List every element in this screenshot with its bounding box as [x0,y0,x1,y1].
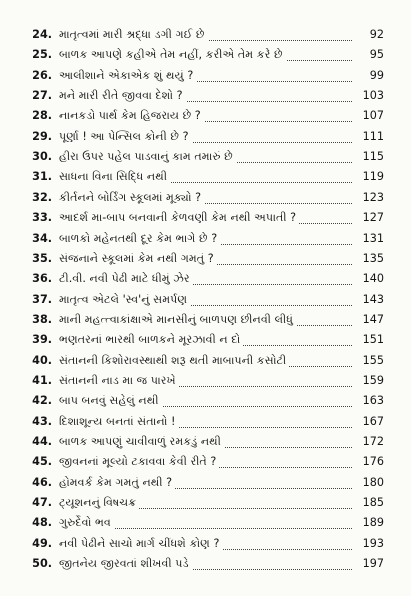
entry-page-number: 193 [352,536,384,552]
entry-page-number: 123 [352,190,384,206]
entry-page-number: 92 [352,27,384,43]
entry-number: 26. [32,68,52,82]
entry-title: હોમવર્ક કેમ ગમતું નથી ? [59,476,175,489]
entry-title: જીવનનાં મૂલ્યો ટકાવવા કેવી રીતે ? [59,455,219,468]
toc-entry [28,434,384,450]
entry-number: 25. [32,48,52,62]
toc-entry [28,88,384,104]
entry-page-number: 111 [352,129,384,145]
entry-title: માની મહત્ત્વાકાંક્ષાએ માનસીનું બાળપણ છીનવી લીધું [59,313,296,326]
toc-entry [28,556,384,572]
entry-number: 49. [32,536,52,550]
entry-title: આલીશાને એકાએક શું થયું ? [59,69,196,82]
entry-title: હીરા ઉપર પહેલ પાડવાનું કામ તમારું છે [59,150,236,163]
toc-entry [28,27,384,43]
entry-page-number: 159 [352,373,384,389]
entry-number: 29. [32,129,52,143]
entry-number: 39. [32,333,52,347]
entry-page-number: 189 [352,515,384,531]
entry-title: સંતાનની નાડ મા જ પારખે [59,374,179,387]
entry-title: ગુરુર્દેવો ભવ [59,516,114,529]
entry-number: 27. [32,89,52,103]
entry-title: દિશાશૂન્ય બનતાં સંતાનો ! [59,415,179,428]
entry-page-number: 95 [352,47,384,63]
entry-page-number: 151 [352,332,384,348]
entry-number: 50. [32,557,52,571]
entry-title: નવી પેઢીને સાચો માર્ગ ચીંધશે કોણ ? [59,537,222,550]
entry-title: માતૃત્વમાં મારી શ્રદ્ધા ડગી ગઈ છે [59,28,208,41]
entry-page-number: 197 [352,556,384,572]
entry-page-number: 155 [352,353,384,369]
toc-entry [28,169,384,185]
entry-title: માતૃત્વ એટલે 'સ્વ'નું સમર્પણ [59,293,190,306]
entry-number: 24. [32,28,52,41]
entry-number: 30. [32,150,52,164]
entry-title: બાળક આપણે કહીએ તેમ નહીં, કરીએ તેમ કરે છે [59,48,286,61]
entry-page-number: 135 [352,251,384,267]
entry-title: મને મારી રીતે જીવવા દેશો ? [59,89,186,102]
entry-title: જીતનેય જીરવતાં શીખવી પડે [59,557,192,570]
toc-entry [28,536,384,552]
entry-number: 38. [32,312,52,326]
entry-page-number: 185 [352,495,384,511]
entry-title: સાધના વિના સિદ્ધિ નથી [59,170,170,183]
entry-title: કીર્તનને બોર્ડિંગ સ્કૂલમાં મૂક્યો ? [59,191,204,204]
toc-entry [28,251,384,267]
entry-title: પૂર્ણા ! આ પેન્સિલ કોની છે ? [59,130,192,143]
entry-page-number: 99 [352,68,384,84]
entry-number: 31. [32,170,52,184]
entry-page-number: 131 [352,231,384,247]
entry-title: નાનકડો પાર્થ કેમ હિજરાય છે ? [59,109,204,122]
toc-entry [28,312,384,328]
entry-page-number: 167 [352,414,384,430]
entry-title: બાપ બનવું સહેલું નથી [59,394,162,407]
entry-title: બાળક આપણું ચાવીવાળું રમકડું નથી [59,435,224,448]
entry-page-number: 163 [352,393,384,409]
entry-page-number: 115 [352,149,384,165]
toc-entry [28,190,384,206]
toc-entry [28,353,384,369]
entry-number: 34. [32,231,52,245]
entry-number: 45. [32,455,52,469]
entry-number: 47. [32,496,52,510]
entry-number: 35. [32,251,52,265]
toc-entry [28,332,384,348]
entry-page-number: 107 [352,108,384,124]
entry-number: 40. [32,353,52,367]
entry-number: 48. [32,516,52,530]
entry-page-number: 176 [352,454,384,470]
entry-page-number: 119 [352,169,384,185]
toc-entry [28,475,384,491]
entry-page-number: 147 [352,312,384,328]
toc-entry [28,149,384,165]
entry-number: 43. [32,414,52,428]
entry-number: 36. [32,272,52,286]
entry-number: 42. [32,394,52,408]
toc-entry [28,47,384,63]
entry-page-number: 172 [352,434,384,450]
toc-entry [28,108,384,124]
entry-title: ભણતરનાં ભારથી બાળકને મૂરઝાવી ન દો [59,333,243,346]
entry-title: બાળકો મહેનતથી દૂર કેમ ભાગે છે ? [59,232,220,245]
entry-title: સંતાનની કિશોરાવસ્થાથી શરૂ થતી માબાપની કસોટી [59,354,289,367]
toc-entry [28,292,384,308]
entry-number: 32. [32,190,52,204]
toc-entry [28,414,384,430]
entry-title: ટ્યૂશનનું વિષચક્ર [59,496,139,509]
entry-number: 44. [32,435,52,448]
toc-entry [28,454,384,470]
entry-title: આદર્શ મા-બાપ બનવાની કેળવણી કેમ નથી અપાતી ? [59,211,299,224]
entry-number: 28. [32,109,52,123]
entry-page-number: 143 [352,292,384,308]
entry-number: 33. [32,211,52,225]
entry-page-number: 180 [352,475,384,491]
entry-number: 37. [32,292,52,306]
toc-entry [28,129,384,145]
entry-page-number: 103 [352,88,384,104]
toc-entry [28,495,384,511]
toc-entry [28,515,384,531]
toc-entry [28,271,384,287]
entry-page-number: 127 [352,210,384,226]
toc-entry [28,373,384,389]
toc-entry [28,68,384,84]
entry-title: ટી.વી. નવી પેઢી માટે ધીમું ઝેર [59,272,193,285]
entry-title: સંજનાને સ્કૂલમાં કેમ નથી ગમતું ? [59,252,217,265]
toc-entry [28,393,384,409]
entry-number: 46. [32,475,52,489]
entry-number: 41. [32,373,52,387]
toc-entry [28,231,384,247]
entry-page-number: 140 [352,271,384,287]
toc-entry [28,210,384,226]
